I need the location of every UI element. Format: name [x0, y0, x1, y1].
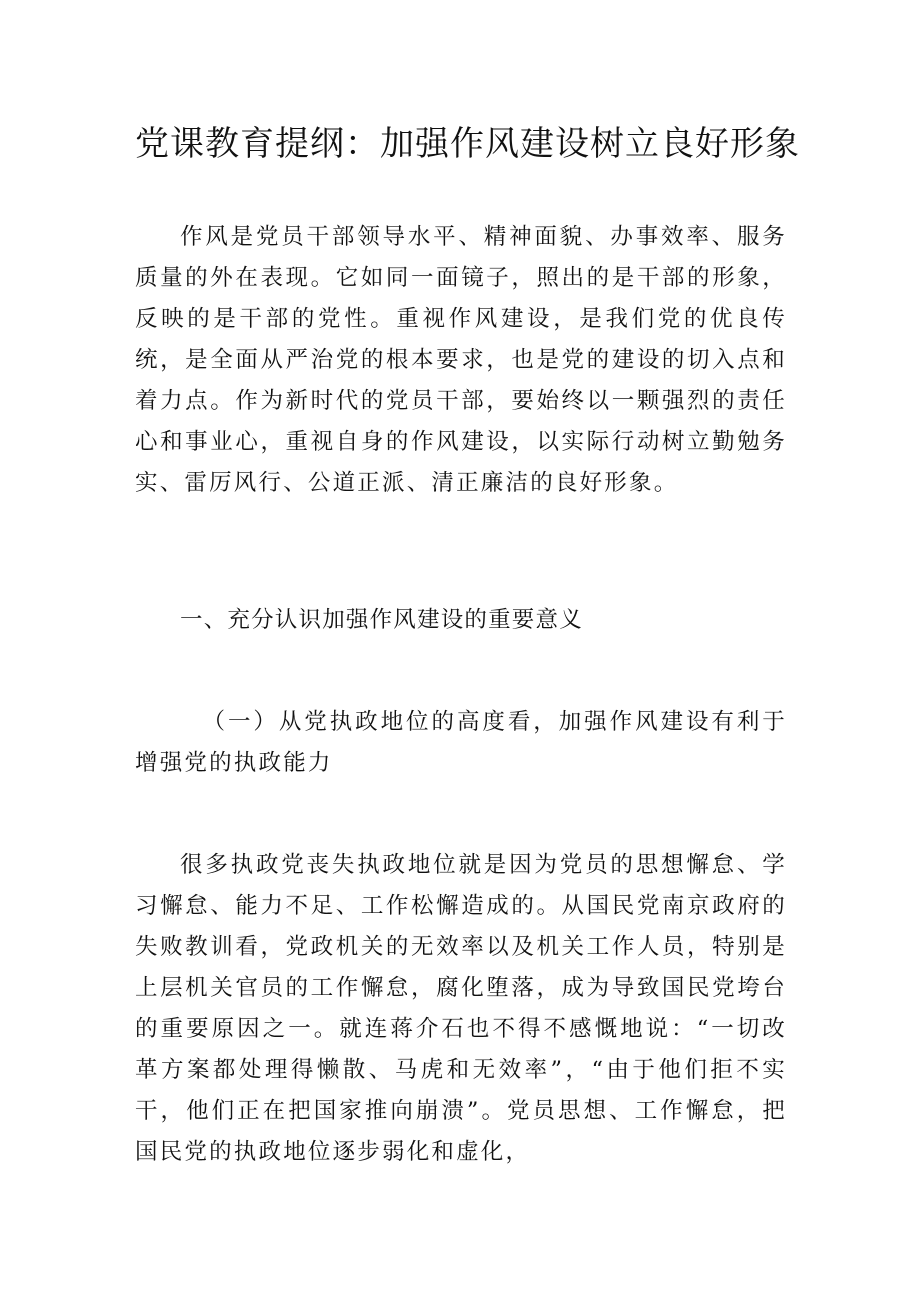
section-heading: 一、充分认识加强作风建设的重要意义	[180, 607, 583, 633]
body-paragraph: 很多执政党丧失执政地位就是因为党员的思想懈怠、学习懈怠、能力不足、工作松懈造成的。从国民党南京政府的失败教训看，党政机关的无效率以及机关工作人员，特别是上层机关官员的工作懈怠，腐化堕落，成为导致国民党垮台的重要原因之一。就连蒋介石也不得不感慨地说：“一切改革方案都处理得懒散、马虎和无效率”，“由于他们拒不实干，他们正在把国家推向崩溃”。党员思想、工作懈怠，把国民党的执政地位逐步弱化和虚化，	[135, 852, 787, 1165]
document-title: 党课教育提纲：加强作风建设树立良好形象	[135, 124, 800, 164]
subsection-heading: （一）从党执政地位的高度看，加强作风建设有利于增强党的执政能力	[135, 709, 787, 776]
intro-paragraph: 作风是党员干部领导水平、精神面貌、办事效率、服务质量的外在表现。它如同一面镜子，照出的是干部的形象，反映的是干部的党性。重视作风建设，是我们党的优良传统，是全面从严治党的根本要求，也是党的建设的切入点和着力点。作为新时代的党员干部，要始终以一颗强烈的责任心和事业心，重视自身的作风建设，以实际行动树立勤勉务实、雷厉风行、公道正派、清正廉洁的良好形象。	[135, 224, 787, 496]
